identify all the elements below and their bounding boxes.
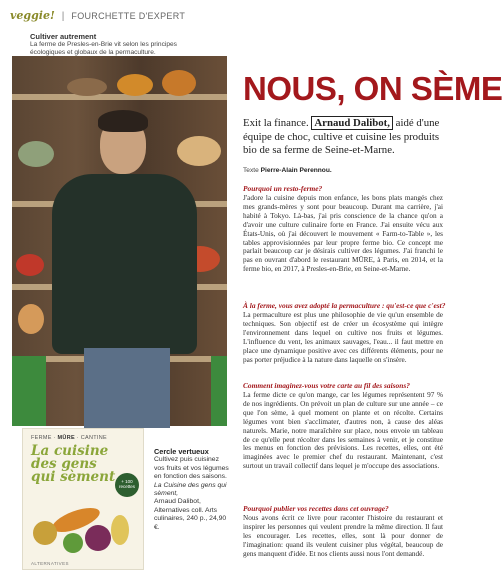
book-tags: FERME · MŪRE · CANTINE <box>31 435 107 441</box>
leaf-illustration <box>63 533 83 553</box>
question-heading: À la ferme, vous avez adopté la permaculture : qu'est-ce que c'est? <box>243 301 446 310</box>
recipes-badge: + 100 recettes <box>115 473 139 497</box>
page-header <box>10 6 440 22</box>
book-caption <box>154 448 229 532</box>
question-heading: Comment imaginez-vous votre carte au fil des saisons? <box>243 381 410 390</box>
book-caption-title: Cercle vertueux <box>154 447 209 456</box>
intro-text: Exit la finance. <box>243 117 309 129</box>
byline-label: Texte <box>243 167 259 174</box>
answer-paragraph: J'adore la cuisine depuis mon enfance, les bons plats mangés chez mes grands-mères y sont pour beaucoup. Durant ma carrière, j'ai habité à Tokyo. Là-bas, j'ai pris conscience de la chance qu'on a d'avoir une culture culinaire forte en France. J'ai ensuite vécu aux États-Unis, où j'ai découvert le mouvement « Farm-to-Table », les tables approvisionnées par leur propre ferme bio. Ce concept me parlait beaucoup car je désirais cultiver des légumes. J'ai franchi le pas en ouvrant d'abord le restaurant MŪRE, à Paris, en 2014, et la ferme bio, en 2017, à Presles-en-Brie, en Seine-et-Marne. <box>243 194 443 274</box>
book-tag: FERME <box>31 435 52 441</box>
basket <box>67 78 107 96</box>
vegetable-illustration <box>33 521 57 545</box>
byline-author: Pierre-Alain Perennou. <box>260 167 332 174</box>
book-cover <box>22 428 144 570</box>
squash <box>18 304 44 334</box>
person-body <box>52 174 197 354</box>
question-heading: Pourquoi publier vos recettes dans cet ouvrage? <box>243 504 389 513</box>
answer-paragraph: La permaculture est plus une philosophie de vie qu'un ensemble de techniques. Son objectif est de créer un écosystème qui intègre l'environnement dans lequel on cultive nos fruits et légumes. L'influence du vent, les animaux sauvages, l'eau... il faut mettre en place une dynamique positive avec ces différents éléments, pour ne pas porter préjudice à la nature dans laquelle on s'insère. <box>243 311 443 364</box>
article-headline: NOUS, ON SÈME <box>243 70 502 107</box>
green-crate <box>12 356 46 426</box>
pumpkin <box>177 136 221 166</box>
answer-paragraph: La ferme dicte ce qu'on mange, car les légumes représentent 97 % de nos ingrédients. On prévoit un plan de culture sur une année – ce que l'on sème, à quel moment on plante et on récolte. Certains légumes vont bien s'acclimater, d'autres non, à cause des aléas naturels. Marie, notre maraîchère sur place, nous envoie un tableau de ce qu'elle peut récolter dans les semaines à venir, et je constitue les menus en fonction des prévisions. Les recettes, elles, ont été imaginées avec le premier chef du restaurant. Maintenant, c'est surtout un travail collectif dans lequel je m'occupe des associations. <box>243 391 443 471</box>
book-tag: MŪRE <box>57 435 75 441</box>
intro-text: aidé d'une équipe de choc, cultive et cuisine les produits bio de sa ferme de Seine-et-Marne. <box>243 117 440 156</box>
green-crate <box>211 356 227 426</box>
header-separator: | <box>61 11 65 22</box>
book-caption-text: Cultivez puis cuisinez vos fruits et vos légumes en fonction des saisons. <box>154 456 229 481</box>
book-caption-details: Arnaud Dalibot, Alternatives coll. Arts culinaires, 240 p., 24,90 €. <box>154 498 227 531</box>
person-hair <box>98 110 148 132</box>
intro-name: Arnaud Dalibot, <box>311 116 393 130</box>
photo-caption-text: La ferme de Presles-en-Brie vit selon les principes écologiques et globaux de la permaculture. <box>30 41 177 57</box>
byline <box>243 167 332 174</box>
farmer-photo <box>12 56 227 426</box>
question-heading: Pourquoi un resto-ferme? <box>243 184 323 193</box>
pumpkin <box>162 70 196 96</box>
shelf <box>12 94 227 100</box>
article-intro <box>243 117 443 158</box>
book-title: La cuisine des gens qui sèment <box>31 443 116 485</box>
book-tag: CANTINE <box>80 435 107 441</box>
tomato <box>16 254 44 276</box>
person-legs <box>84 348 170 428</box>
pumpkin <box>117 74 153 96</box>
book-caption-book-title: La Cuisine des gens qui sèment, <box>154 481 227 498</box>
photo-caption-title: Cultiver autrement <box>30 32 97 41</box>
answer-paragraph: Nous avons écrit ce livre pour raconter l'histoire du restaurant et inspirer les personnes qui veulent prendre la même direction. Il faut les encourager. Les recettes, elles, sont là pour donner de l'imagination: quand ils veulent cuisiner plus végétal, beaucoup de gens manquent d'idée. Et nos clients aussi nous l'ont demandé. <box>243 514 443 558</box>
section-title: FOURCHETTE D'EXPERT <box>71 11 186 21</box>
vegetable-illustration <box>111 515 129 545</box>
photo-caption <box>30 32 200 58</box>
magazine-brand: veggie! <box>10 9 55 22</box>
book-publisher: ALTERNATIVES <box>31 561 69 566</box>
squash <box>18 141 54 167</box>
beet-illustration <box>85 525 111 551</box>
